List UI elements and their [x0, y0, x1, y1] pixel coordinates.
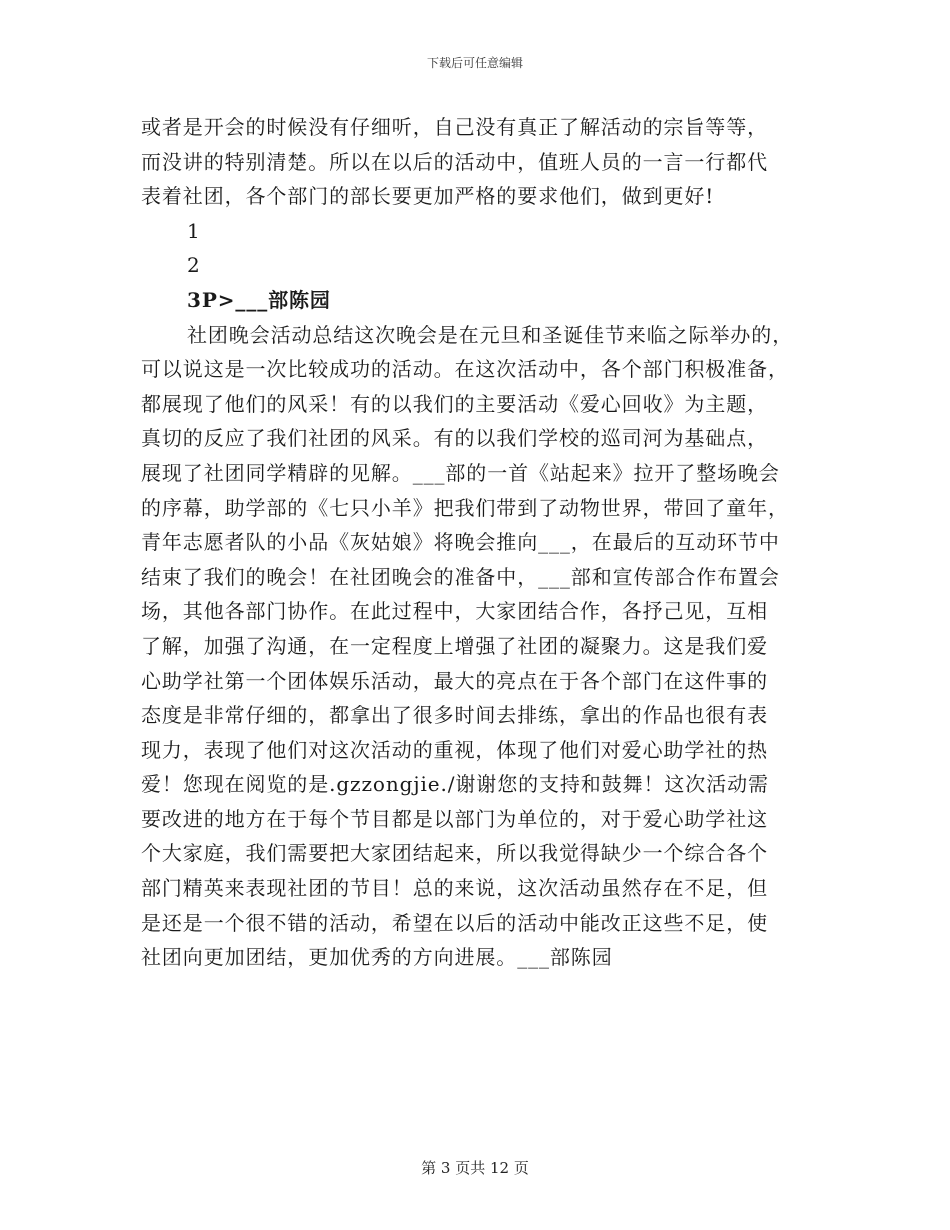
- body-line: 了解，加强了沟通，在一定程度上增强了社团的凝聚力。这是我们爱: [141, 633, 768, 658]
- body-line: 或者是开会的时候没有仔细听，自己没有真正了解活动的宗旨等等，: [141, 115, 768, 139]
- body-line: 部门精英来表现社团的节目！总的来说，这次活动虽然存在不足，但: [141, 876, 768, 901]
- body-line: 青年志愿者队的小品《灰姑娘》将晚会推向___，在最后的互动环节中: [141, 530, 780, 555]
- paragraph-first-line: 社团晚会活动总结这次晚会是在元旦和圣诞佳节来临之际举办的，: [187, 322, 794, 347]
- body-line: 要改进的地方在于每个节目都是以部门为单位的，对于爱心助学社这: [141, 806, 768, 831]
- body-line: 都展现了他们的风采！有的以我们的主要活动《爱心回收》为主题，: [141, 391, 768, 416]
- body-line: 而没讲的特别清楚。所以在以后的活动中，值班人员的一言一行都代: [141, 149, 768, 174]
- body-line: 场，其他各部门协作。在此过程中，大家团结合作，各抒己见，互相: [141, 599, 768, 624]
- list-item-number: 2: [187, 253, 201, 278]
- body-line: 社团向更加团结，更加优秀的方向进展。___部陈园: [141, 945, 613, 970]
- body-line: 个大家庭，我们需要把大家团结起来，所以我觉得缺少一个综合各个: [141, 841, 768, 866]
- body-line: 现力，表现了他们对这次活动的重视，体现了他们对爱心助学社的热: [141, 737, 768, 762]
- page-footer: 第 3 页共 12 页: [421, 1159, 529, 1177]
- list-item-number: 1: [187, 218, 201, 243]
- body-line: 的序幕，助学部的《七只小羊》把我们带到了动物世界，带回了童年，: [141, 495, 789, 520]
- document-body: [141, 110, 811, 975]
- body-line: 是还是一个很不错的活动，希望在以后的活动中能改正这些不足，使: [141, 910, 768, 935]
- body-line: 真切的反应了我们社团的风采。有的以我们学校的巡司河为基础点，: [141, 426, 768, 451]
- body-line: 态度是非常仔细的，都拿出了很多时间去排练，拿出的作品也很有表: [141, 703, 768, 728]
- body-line: 结束了我们的晚会！在社团晚会的准备中，___部和宣传部合作布置会: [141, 564, 780, 589]
- body-line: 心助学社第一个团体娱乐活动，最大的亮点在于各个部门在这件事的: [141, 668, 768, 693]
- body-line: 可以说这是一次比较成功的活动。在这次活动中，各个部门积极准备，: [141, 357, 789, 382]
- body-line: 展现了社团同学精辟的见解。___部的一首《站起来》拉开了整场晚会: [141, 460, 780, 485]
- body-line: 爱！您现在阅览的是.gzzongjie./谢谢您的支持和鼓舞！这次活动需: [141, 772, 769, 797]
- section-heading: 3P>___部陈园: [187, 287, 331, 312]
- body-line: 表着社团，各个部门的部长要更加严格的要求他们，做到更好!: [141, 184, 715, 209]
- page-header: 下载后可任意编辑: [426, 56, 523, 70]
